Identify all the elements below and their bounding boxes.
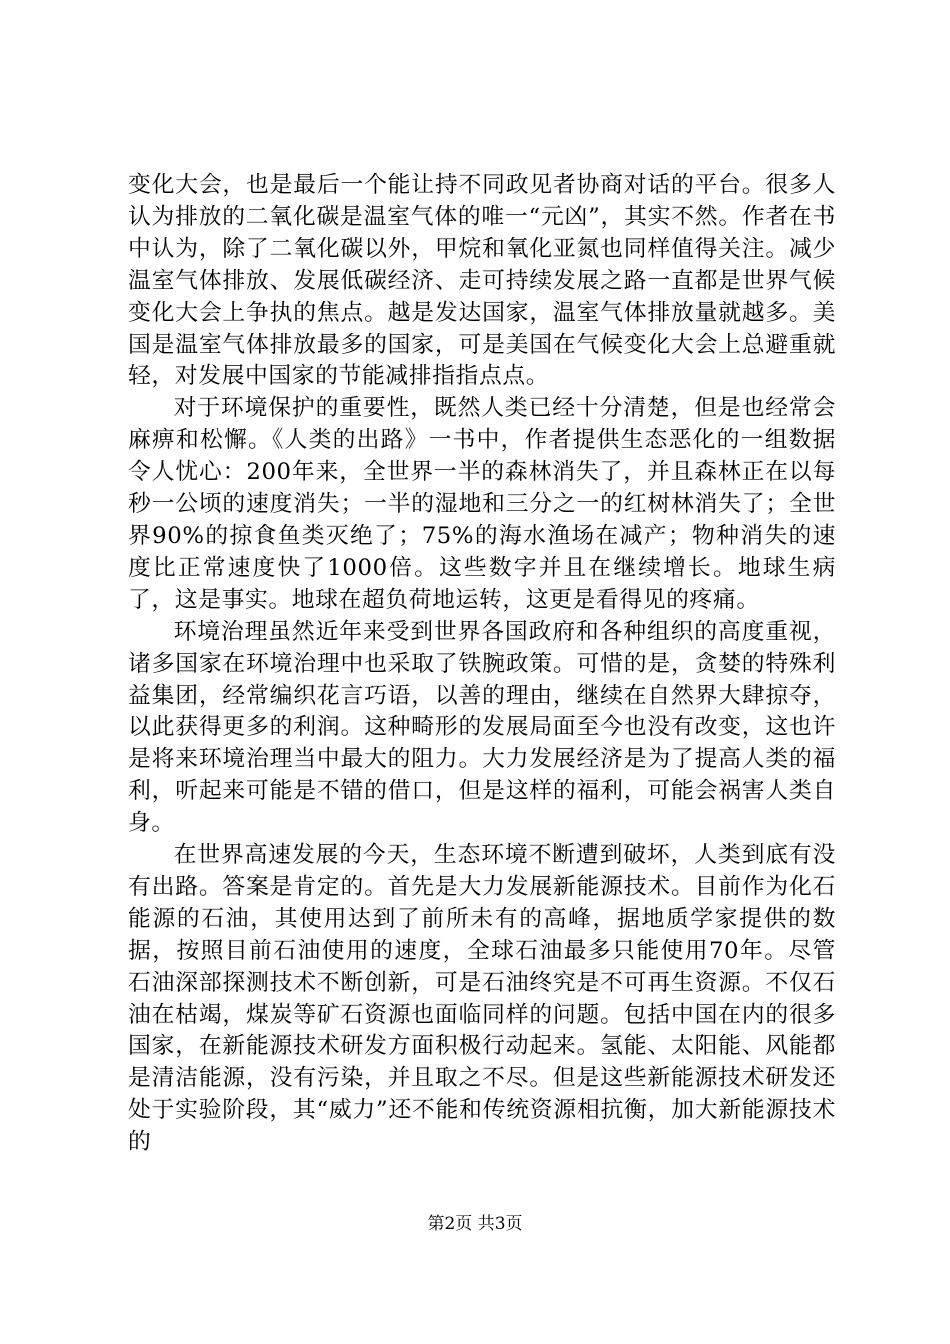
paragraph-continued: 变化大会，也是最后一个能让持不同政见者协商对话的平台。很多人认为排放的二氧化碳是温室气体的唯一“元凶”，其实不然。作者在书中认为，除了二氧化碳以外，甲烷和氧化亚氮也同样值得关注。减少温室气体排放、发展低碳经济、走可持续发展之路一直都是世界气候变化大会上争执的焦点。越是发达国家，温室气体排放量就越多。美国是温室气体排放最多的国家，可是美国在气候变化大会上总避重就轻，对发展中国家的节能减排指指点点。 bbox=[128, 172, 836, 390]
paragraph-environment-protection: 对于环境保护的重要性，既然人类已经十分清楚，但是也经常会麻痹和松懈。《人类的出路》一书中，作者提供生态恶化的一组数据令人忧心：200年来，全世界一半的森林消失了，并且森林正在以每秒一公顷的速度消失；一半的湿地和三分之一的红树林消失了；全世界90%的掠食鱼类灭绝了；75%的海水渔场在减产；物种消失的速度比正常速度快了1000倍。这些数字并且在继续增长。地球生病了，这是事实。地球在超负荷地运转，这更是看得见的疼痛。 bbox=[128, 395, 836, 613]
page-number-footer: 第2页 共3页 bbox=[427, 1214, 523, 1234]
paragraph-environment-governance: 环境治理虽然近年来受到世界各国政府和各种组织的高度重视，诸多国家在环境治理中也采取了铁腕政策。可惜的是，贪婪的特殊利益集团，经常编织花言巧语，以善的理由，继续在自然界大肆掠夺，以此获得更多的利润。这种畸形的发展局面至今也没有改变，这也许是将来环境治理当中最大的阻力。大力发展经济是为了提高人类的福利，听起来可能是不错的借口，但是这样的福利，可能会祸害人类自身。 bbox=[128, 618, 836, 837]
body-text bbox=[128, 170, 836, 1159]
paragraph-new-energy: 在世界高速发展的今天，生态环境不断遭到破坏，人类到底有没有出路。答案是肯定的。首先是大力发展新能源技术。目前作为化石能源的石油，其使用达到了前所未有的高峰，据地质学家提供的数据，按照目前石油使用的速度，全球石油最多只能使用70年。尽管石油深部探测技术不断创新，可是石油终究是不可再生资源。不仅石油在枯竭，煤炭等矿石资源也面临同样的问题。包括中国在内的很多国家，在新能源技术研发方面积极行动起来。氢能、太阳能、风能都是清洁能源，没有污染，并且取之不尽。但是这些新能源技术研发还处于实验阶段，其“威力”还不能和传统资源相抗衡，加大新能源技术的 bbox=[128, 842, 836, 1156]
